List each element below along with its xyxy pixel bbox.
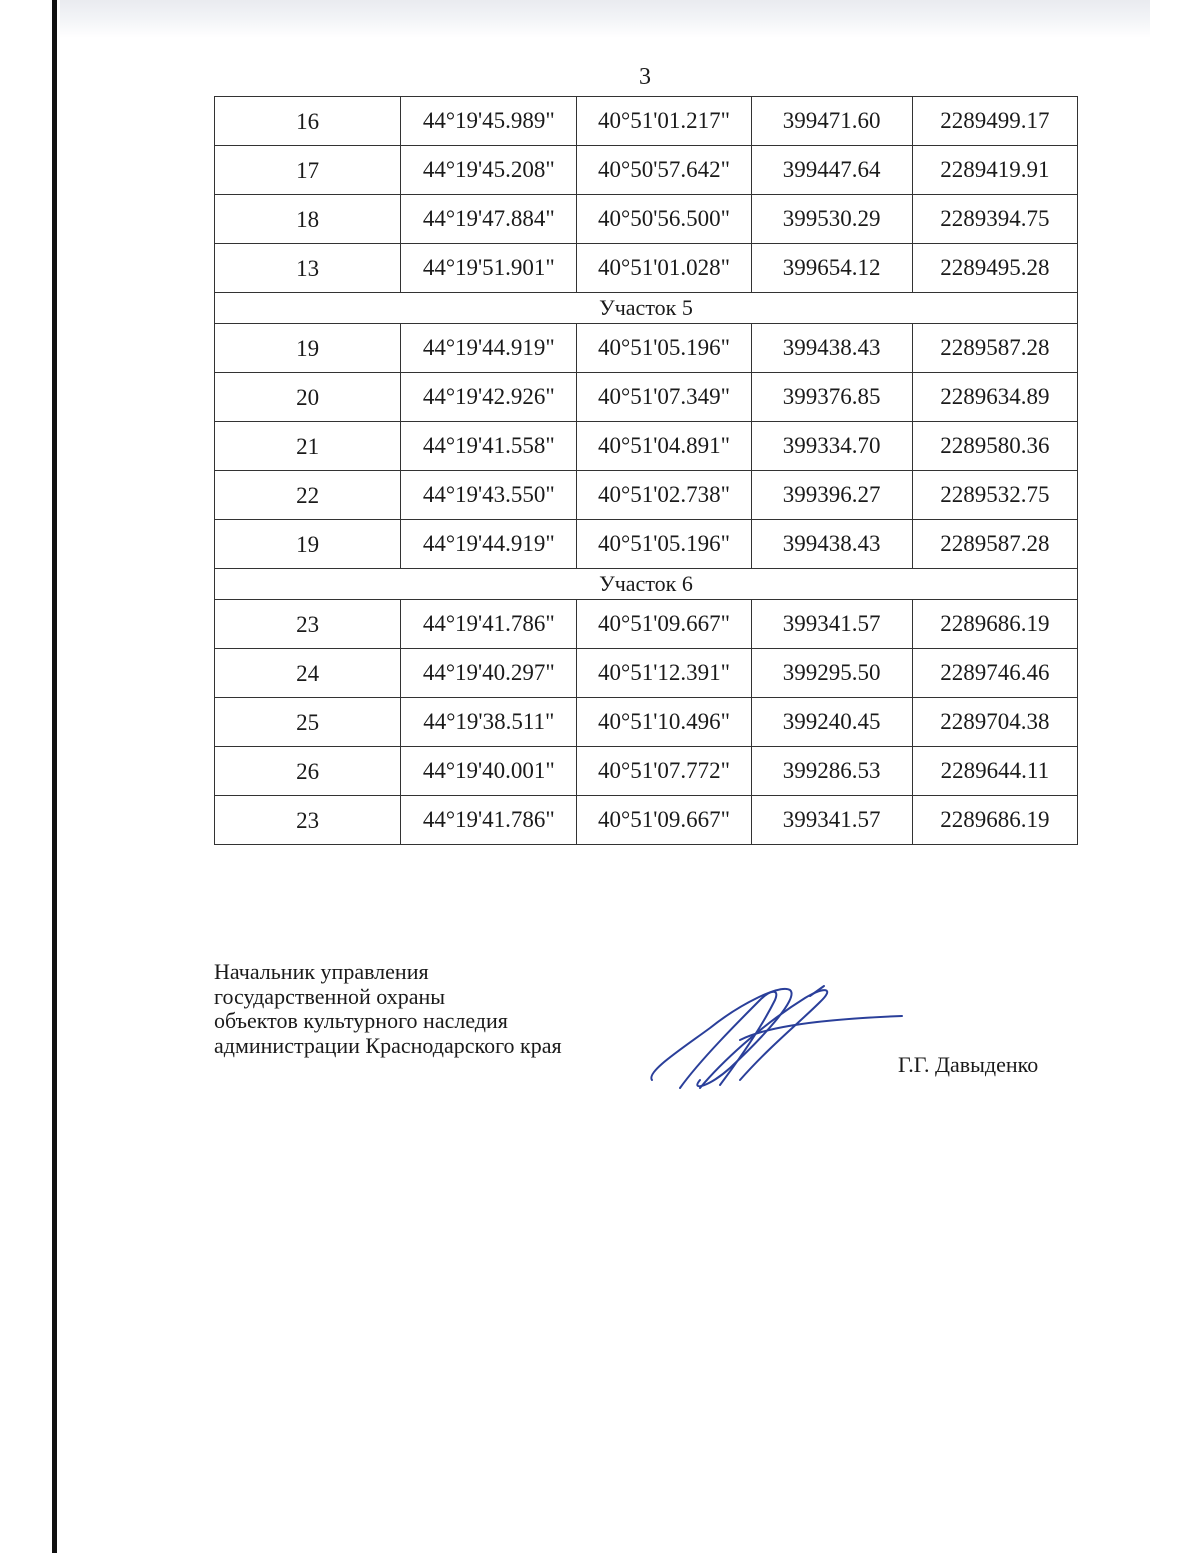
table-row bbox=[215, 422, 1078, 471]
section-label: Участок 5 bbox=[215, 293, 1078, 324]
longitude-cell: 40°51'02.738" bbox=[577, 471, 751, 520]
latitude-cell: 44°19'38.511" bbox=[401, 698, 577, 747]
position-line: Начальник управления bbox=[214, 959, 429, 984]
latitude-cell: 44°19'41.558" bbox=[401, 422, 577, 471]
position-line: государственной охраны bbox=[214, 983, 446, 1009]
page-number: 3 bbox=[639, 64, 651, 90]
point-number-cell: 17 bbox=[215, 146, 401, 195]
table-row bbox=[215, 698, 1078, 747]
point-number-cell: 22 bbox=[215, 471, 401, 520]
longitude-cell: 40°51'12.391" bbox=[577, 649, 751, 698]
longitude-cell: 40°51'05.196" bbox=[577, 520, 751, 569]
x-coordinate-cell: 399654.12 bbox=[751, 244, 912, 293]
latitude-cell: 44°19'42.926" bbox=[401, 373, 577, 422]
table-row bbox=[215, 471, 1078, 520]
x-coordinate-cell: 399334.70 bbox=[751, 422, 912, 471]
table-row bbox=[215, 600, 1078, 649]
point-number-cell: 19 bbox=[215, 520, 401, 569]
x-coordinate-cell: 399396.27 bbox=[751, 471, 912, 520]
signatory-position bbox=[214, 960, 562, 1058]
point-number-cell: 13 bbox=[215, 244, 401, 293]
point-number-cell: 24 bbox=[215, 649, 401, 698]
x-coordinate-cell: 399295.50 bbox=[751, 649, 912, 698]
latitude-cell: 44°19'41.786" bbox=[401, 600, 577, 649]
longitude-cell: 40°51'09.667" bbox=[577, 600, 751, 649]
table-row bbox=[215, 97, 1078, 146]
table-row bbox=[215, 244, 1078, 293]
y-coordinate-cell: 2289580.36 bbox=[912, 422, 1077, 471]
latitude-cell: 44°19'40.297" bbox=[401, 649, 577, 698]
latitude-cell: 44°19'44.919" bbox=[401, 520, 577, 569]
y-coordinate-cell: 2289746.46 bbox=[912, 649, 1077, 698]
longitude-cell: 40°51'01.028" bbox=[577, 244, 751, 293]
latitude-cell: 44°19'41.786" bbox=[401, 796, 577, 845]
x-coordinate-cell: 399438.43 bbox=[751, 324, 912, 373]
y-coordinate-cell: 2289587.28 bbox=[912, 520, 1077, 569]
y-coordinate-cell: 2289634.89 bbox=[912, 373, 1077, 422]
y-coordinate-cell: 2289686.19 bbox=[912, 796, 1077, 845]
scan-left-border bbox=[52, 0, 57, 1553]
latitude-cell: 44°19'44.919" bbox=[401, 324, 577, 373]
point-number-cell: 25 bbox=[215, 698, 401, 747]
signatory-name: Г.Г. Давыденко bbox=[898, 1052, 1039, 1077]
position-line: объектов культурного наследия bbox=[214, 1008, 508, 1033]
point-number-cell: 21 bbox=[215, 422, 401, 471]
y-coordinate-cell: 2289532.75 bbox=[912, 471, 1077, 520]
latitude-cell: 44°19'40.001" bbox=[401, 747, 577, 796]
latitude-cell: 44°19'51.901" bbox=[401, 244, 577, 293]
point-number-cell: 23 bbox=[215, 796, 401, 845]
x-coordinate-cell: 399447.64 bbox=[751, 146, 912, 195]
point-number-cell: 18 bbox=[215, 195, 401, 244]
point-number-cell: 20 bbox=[215, 373, 401, 422]
longitude-cell: 40°51'01.217" bbox=[577, 97, 751, 146]
longitude-cell: 40°50'56.500" bbox=[577, 195, 751, 244]
latitude-cell: 44°19'45.989" bbox=[401, 97, 577, 146]
longitude-cell: 40°50'57.642" bbox=[577, 146, 751, 195]
longitude-cell: 40°51'10.496" bbox=[577, 698, 751, 747]
table-row bbox=[215, 649, 1078, 698]
point-number-cell: 23 bbox=[215, 600, 401, 649]
section-row bbox=[215, 569, 1078, 600]
longitude-cell: 40°51'05.196" bbox=[577, 324, 751, 373]
coordinates-table bbox=[214, 96, 1078, 845]
section-row bbox=[215, 293, 1078, 324]
table-row bbox=[215, 324, 1078, 373]
table-row bbox=[215, 146, 1078, 195]
longitude-cell: 40°51'07.349" bbox=[577, 373, 751, 422]
point-number-cell: 26 bbox=[215, 747, 401, 796]
x-coordinate-cell: 399341.57 bbox=[751, 796, 912, 845]
x-coordinate-cell: 399530.29 bbox=[751, 195, 912, 244]
scan-top-shadow bbox=[60, 0, 1150, 38]
y-coordinate-cell: 2289495.28 bbox=[912, 244, 1077, 293]
table-row bbox=[215, 796, 1078, 845]
section-label: Участок 6 bbox=[215, 569, 1078, 600]
coordinates-table-body bbox=[215, 97, 1078, 845]
y-coordinate-cell: 2289587.28 bbox=[912, 324, 1077, 373]
table-row bbox=[215, 195, 1078, 244]
longitude-cell: 40°51'04.891" bbox=[577, 422, 751, 471]
x-coordinate-cell: 399286.53 bbox=[751, 747, 912, 796]
x-coordinate-cell: 399376.85 bbox=[751, 373, 912, 422]
x-coordinate-cell: 399438.43 bbox=[751, 520, 912, 569]
point-number-cell: 16 bbox=[215, 97, 401, 146]
table-row bbox=[215, 747, 1078, 796]
longitude-cell: 40°51'07.772" bbox=[577, 747, 751, 796]
latitude-cell: 44°19'43.550" bbox=[401, 471, 577, 520]
y-coordinate-cell: 2289704.38 bbox=[912, 698, 1077, 747]
position-line: администрации Краснодарского края bbox=[214, 1032, 562, 1058]
point-number-cell: 19 bbox=[215, 324, 401, 373]
x-coordinate-cell: 399341.57 bbox=[751, 600, 912, 649]
y-coordinate-cell: 2289419.91 bbox=[912, 146, 1077, 195]
y-coordinate-cell: 2289686.19 bbox=[912, 600, 1077, 649]
latitude-cell: 44°19'45.208" bbox=[401, 146, 577, 195]
y-coordinate-cell: 2289394.75 bbox=[912, 195, 1077, 244]
latitude-cell: 44°19'47.884" bbox=[401, 195, 577, 244]
x-coordinate-cell: 399240.45 bbox=[751, 698, 912, 747]
y-coordinate-cell: 2289499.17 bbox=[912, 97, 1077, 146]
y-coordinate-cell: 2289644.11 bbox=[912, 747, 1077, 796]
table-row bbox=[215, 373, 1078, 422]
table-row bbox=[215, 520, 1078, 569]
longitude-cell: 40°51'09.667" bbox=[577, 796, 751, 845]
x-coordinate-cell: 399471.60 bbox=[751, 97, 912, 146]
handwritten-signature bbox=[640, 980, 910, 1100]
